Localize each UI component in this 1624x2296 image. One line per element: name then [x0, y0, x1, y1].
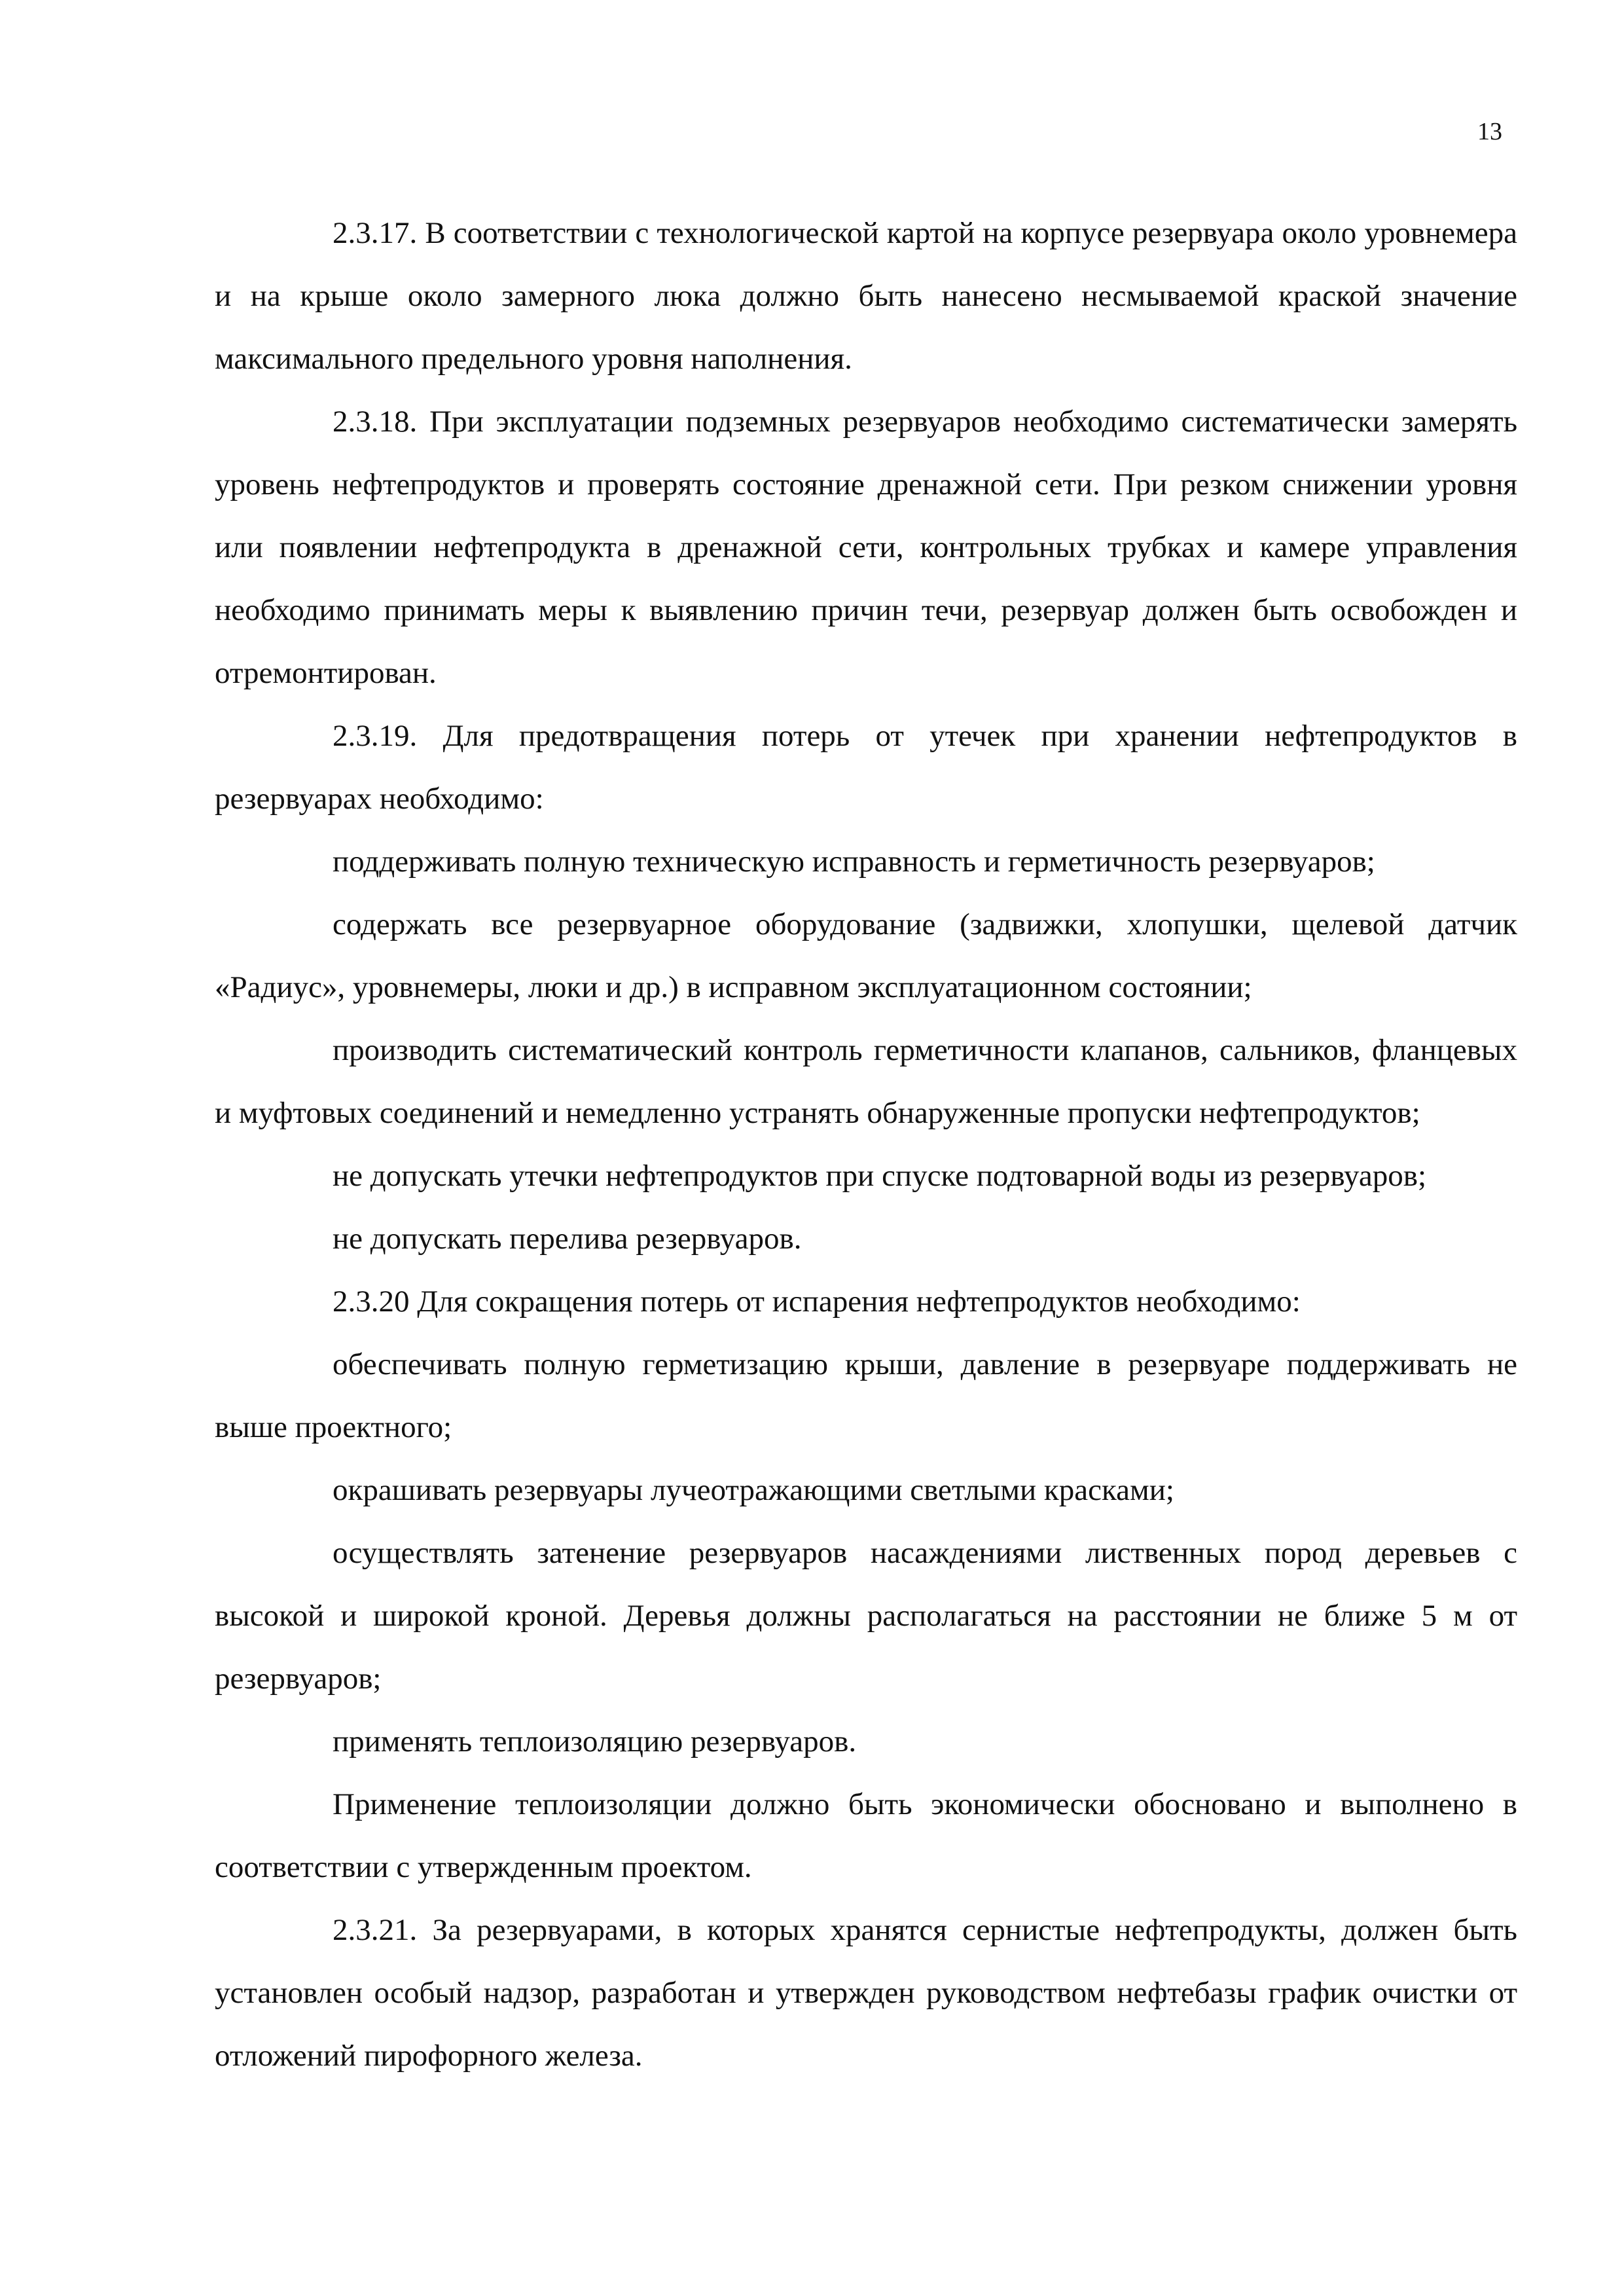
list-item-insulation: применять теплоизоляцию резервуаров.	[333, 1724, 857, 1758]
page-number: 13	[1477, 118, 1502, 145]
list-item-tightness: поддерживать полную техническую исправность и герметичность резервуаров;	[333, 845, 1375, 879]
paragraph-2-3-21: 2.3.21. За резервуарами, в которых хранятся сернистые нефтепродукты, должен быть установлен особый надзор, разработан и утвержден руководством нефтебазы график очистки от отложений пирофорного железа.	[215, 1913, 1517, 2073]
list-item-shading: осуществлять затенение резервуаров насаждениями лиственных пород деревьев с высокой и широкой кроной. Деревья должны располагаться на расстоянии не ближе 5 м от резервуаров;	[215, 1536, 1517, 1696]
list-item-no-overflow: не допускать перелива резервуаров.	[333, 1222, 802, 1256]
paragraph-2-3-18: 2.3.18. При эксплуатации подземных резервуаров необходимо систематически замерять уровень нефтепродуктов и проверять состояние дренажной сети. При резком снижении уровня или появлении нефтепродукта в дренажной сети, контрольных трубках и камере управления необходимо принимать меры к выявлению причин течи, резервуар должен быть освобожден и отремонтирован.	[215, 405, 1517, 690]
paragraph-2-3-20: 2.3.20 Для сокращения потерь от испарения нефтепродуктов необходимо:	[333, 1285, 1301, 1319]
list-item-painting: окрашивать резервуары лучеотражающими светлыми красками;	[333, 1473, 1174, 1507]
paragraph-2-3-19: 2.3.19. Для предотвращения потерь от утечек при хранении нефтепродуктов в резервуарах необходимо:	[215, 719, 1517, 816]
list-item-control: производить систематический контроль герметичности клапанов, сальников, фланцевых и муфтовых соединений и немедленно устранять обнаруженные пропуски нефтепродуктов;	[215, 1033, 1517, 1130]
list-item-equipment: содержать все резервуарное оборудование (задвижки, хлопушки, щелевой датчик «Радиус», уровнемеры, люки и др.) в исправном эксплуатационном состоянии;	[215, 907, 1517, 1004]
paragraph-2-3-17: 2.3.17. В соответствии с технологической картой на корпусе резервуара около уровнемера и на крыше около замерного люка должно быть нанесено несмываемой краской значение максимального предельного уровня наполнения.	[215, 216, 1517, 376]
list-item-no-leaks: не допускать утечки нефтепродуктов при спуске подтоварной воды из резервуаров;	[333, 1159, 1427, 1193]
paragraph-insulation-note: Применение теплоизоляции должно быть экономически обосновано и выполнено в соответствии с утвержденным проектом.	[215, 1787, 1517, 1884]
document-body	[215, 202, 1517, 2087]
list-item-roof-sealing: обеспечивать полную герметизацию крыши, давление в резервуаре поддерживать не выше проектного;	[215, 1347, 1517, 1444]
